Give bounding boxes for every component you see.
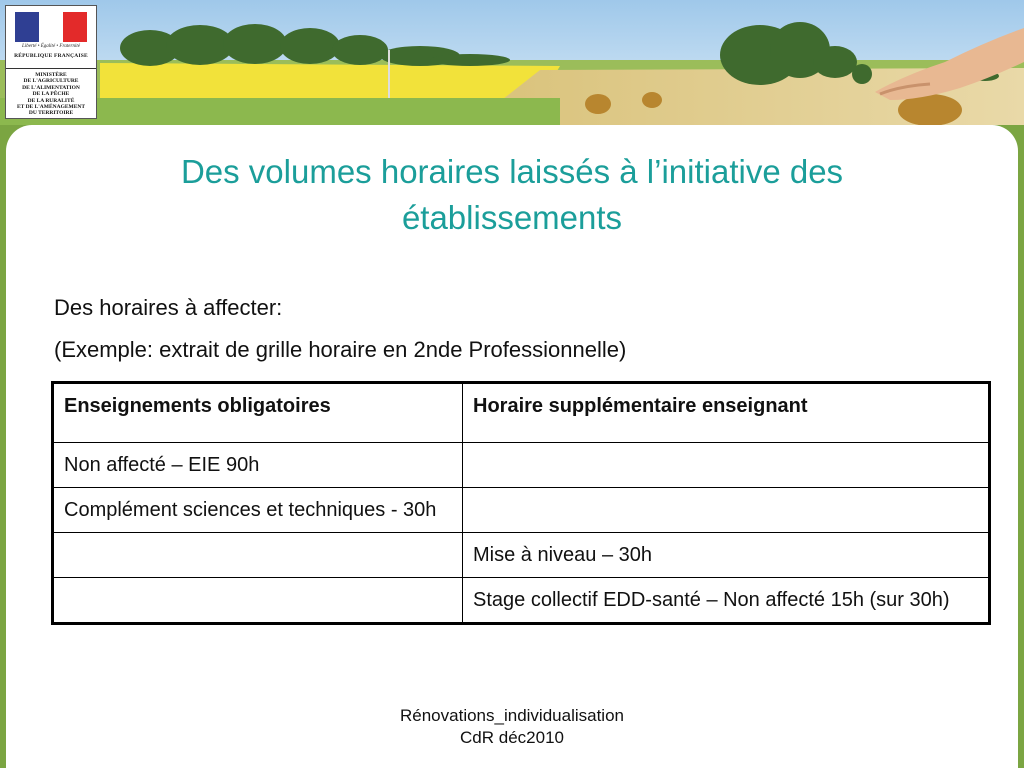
table-row: [53, 578, 990, 624]
table-cell: Stage collectif EDD-santé – Non affecté 15h (sur 30h): [463, 578, 990, 624]
ministry-line: DE LA PÊCHE: [32, 91, 70, 98]
footer-line-2: CdR déc2010: [460, 728, 564, 747]
table-cell: Mise à niveau – 30h: [463, 533, 990, 578]
table-row: [53, 488, 990, 533]
table-cell: Non affecté – EIE 90h: [53, 443, 463, 488]
ministry-line: DU TERRITOIRE: [28, 110, 74, 117]
intro-line-1: Des horaires à affecter:: [54, 295, 283, 320]
slide-footer: [312, 705, 712, 749]
ministry-line: DE L'AGRICULTURE: [23, 78, 79, 85]
ministry-line: DE L'ALIMENTATION: [22, 84, 80, 91]
intro-text: [54, 287, 626, 371]
table-row: [53, 533, 990, 578]
logo-motto: Liberté • Égalité • Fraternité: [22, 44, 80, 49]
landscape-image: [0, 0, 1024, 125]
schedule-table: [51, 381, 991, 625]
logo-emblem: [6, 6, 96, 69]
header-extra-hours: Horaire supplémentaire enseignant: [463, 383, 990, 443]
flag-blue-band: [15, 12, 39, 42]
table-cell: [463, 443, 990, 488]
table-cell: [53, 578, 463, 624]
ministry-line: ET DE L'AMÉNAGEMENT: [16, 104, 86, 111]
ministry-line: MINISTÈRE: [35, 72, 67, 78]
table-cell: [53, 533, 463, 578]
footer-line-1: Rénovations_individualisation: [400, 706, 624, 725]
republic-logo: [5, 5, 97, 119]
header-mandatory-teaching: Enseignements obligatoires: [53, 383, 463, 443]
marianne-flag-icon: [15, 12, 87, 42]
table-row: [53, 443, 990, 488]
ministry-name: [6, 72, 96, 117]
table-cell: [463, 488, 990, 533]
slide-content: [6, 125, 1018, 768]
header-banner: [0, 0, 1024, 125]
table-header-row: [53, 383, 990, 443]
table-cell: Complément sciences et techniques - 30h: [53, 488, 463, 533]
logo-republic: RÉPUBLIQUE FRANÇAISE: [14, 53, 88, 59]
flag-red-band: [63, 12, 87, 42]
flag-white-band: [39, 12, 63, 42]
ministry-line: DE LA RURALITÉ: [27, 97, 75, 104]
slide-title: Des volumes horaires laissés à l’initiative des établissements: [180, 153, 844, 236]
intro-line-2: (Exemple: extrait de grille horaire en 2nde Professionnelle): [54, 337, 627, 362]
